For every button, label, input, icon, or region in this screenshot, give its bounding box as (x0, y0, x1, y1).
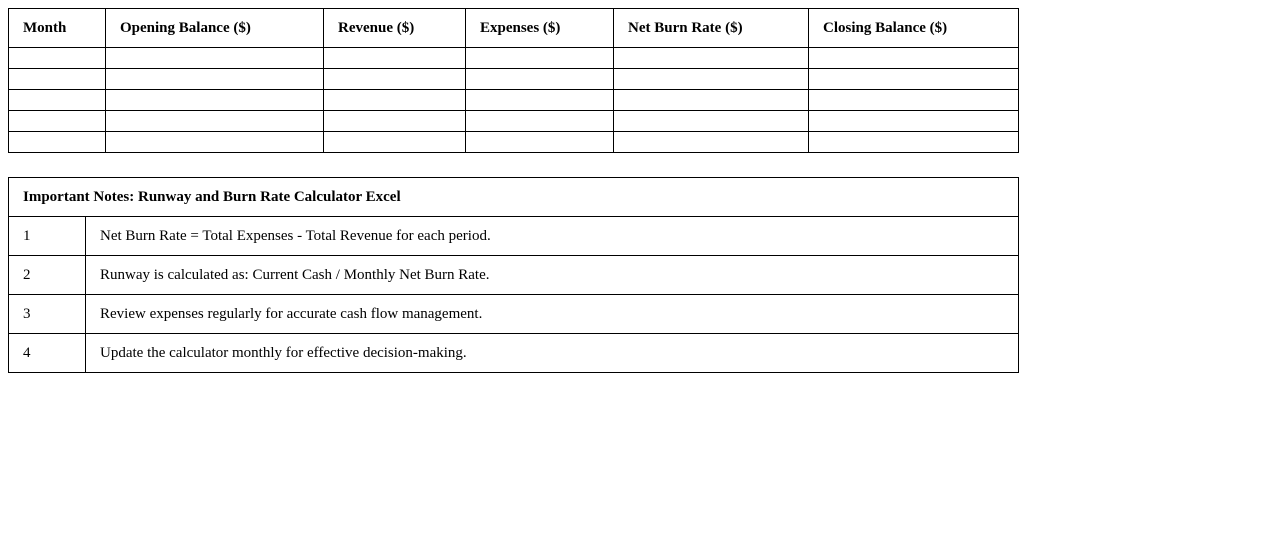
table-cell-revenue[interactable] (324, 90, 466, 111)
table-cell-revenue[interactable] (324, 111, 466, 132)
table-cell-closing-balance[interactable] (809, 111, 1019, 132)
header-closing-balance: Closing Balance ($) (809, 9, 1019, 48)
table-cell-expenses[interactable] (466, 132, 614, 153)
notes-title: Important Notes: Runway and Burn Rate Calculator Excel (9, 178, 1019, 217)
table-cell-month[interactable] (9, 69, 106, 90)
table-cell-expenses[interactable] (466, 48, 614, 69)
table-cell-opening-balance[interactable] (106, 69, 324, 90)
table-cell-opening-balance[interactable] (106, 132, 324, 153)
table-cell-closing-balance[interactable] (809, 69, 1019, 90)
table-cell-net-burn-rate[interactable] (614, 111, 809, 132)
runway-calculator-table (8, 8, 1019, 153)
header-revenue: Revenue ($) (324, 9, 466, 48)
note-number: 3 (9, 295, 86, 334)
table-cell-month[interactable] (9, 48, 106, 69)
header-opening-balance: Opening Balance ($) (106, 9, 324, 48)
table-cell-revenue[interactable] (324, 132, 466, 153)
table-row (9, 90, 1019, 111)
header-month: Month (9, 9, 106, 48)
note-text: Net Burn Rate = Total Expenses - Total Revenue for each period. (86, 217, 1019, 256)
table-cell-month[interactable] (9, 111, 106, 132)
notes-title-row (9, 178, 1019, 217)
note-text: Runway is calculated as: Current Cash / Monthly Net Burn Rate. (86, 256, 1019, 295)
table-cell-opening-balance[interactable] (106, 90, 324, 111)
table-row (9, 111, 1019, 132)
note-row (9, 217, 1019, 256)
table-cell-closing-balance[interactable] (809, 48, 1019, 69)
table-cell-net-burn-rate[interactable] (614, 132, 809, 153)
table-cell-opening-balance[interactable] (106, 48, 324, 69)
table-header-row (9, 9, 1019, 48)
table-cell-net-burn-rate[interactable] (614, 48, 809, 69)
note-number: 4 (9, 334, 86, 373)
table-row (9, 69, 1019, 90)
table-cell-revenue[interactable] (324, 69, 466, 90)
table-cell-expenses[interactable] (466, 69, 614, 90)
table-cell-month[interactable] (9, 132, 106, 153)
note-row (9, 334, 1019, 373)
table-cell-net-burn-rate[interactable] (614, 69, 809, 90)
note-row (9, 256, 1019, 295)
note-number: 1 (9, 217, 86, 256)
header-net-burn-rate: Net Burn Rate ($) (614, 9, 809, 48)
table-cell-revenue[interactable] (324, 48, 466, 69)
table-cell-closing-balance[interactable] (809, 90, 1019, 111)
note-number: 2 (9, 256, 86, 295)
note-text: Review expenses regularly for accurate cash flow management. (86, 295, 1019, 334)
note-row (9, 295, 1019, 334)
table-cell-expenses[interactable] (466, 90, 614, 111)
header-expenses: Expenses ($) (466, 9, 614, 48)
table-cell-net-burn-rate[interactable] (614, 90, 809, 111)
note-text: Update the calculator monthly for effective decision-making. (86, 334, 1019, 373)
table-row (9, 132, 1019, 153)
table-cell-expenses[interactable] (466, 111, 614, 132)
table-cell-month[interactable] (9, 90, 106, 111)
important-notes-table (8, 177, 1019, 373)
table-cell-opening-balance[interactable] (106, 111, 324, 132)
table-cell-closing-balance[interactable] (809, 132, 1019, 153)
table-row (9, 48, 1019, 69)
